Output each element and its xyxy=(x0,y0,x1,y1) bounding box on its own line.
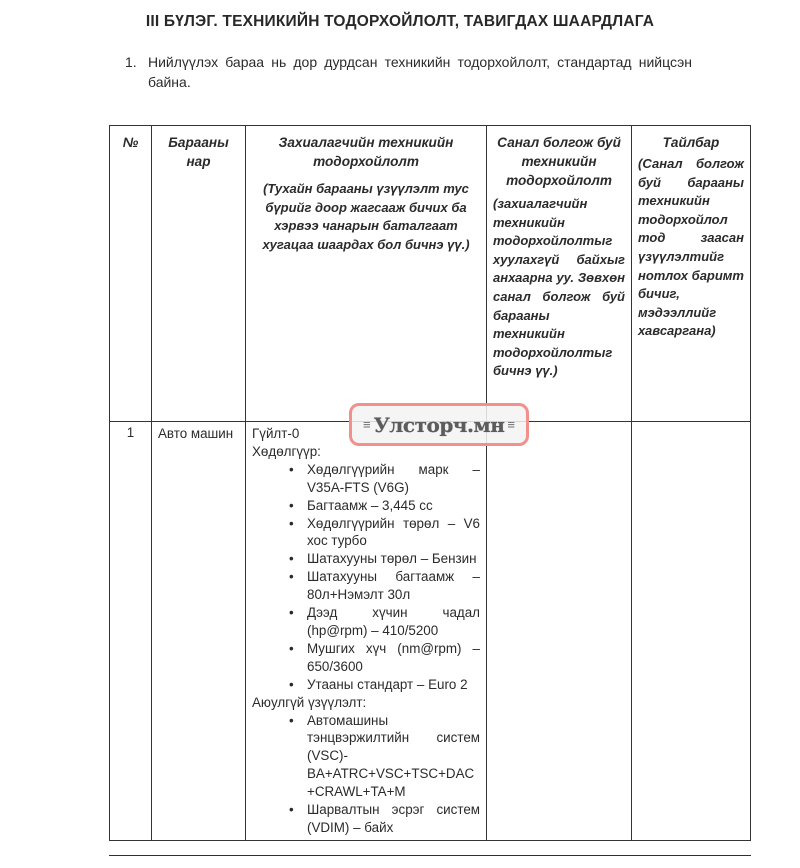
list-item-number: 1. xyxy=(125,54,137,70)
bullet-text: Багтаамж – 3,445 cc xyxy=(307,497,433,513)
watermark-left-wing-icon: ≡ xyxy=(362,417,371,432)
bullet-text: Утааны стандарт – Euro 2 xyxy=(307,676,468,692)
safety-section-label: Аюулгүй үзүүлэлт: xyxy=(252,694,367,710)
bullet-item xyxy=(289,497,480,515)
bullet-dot-icon: • xyxy=(289,515,294,531)
bullet-item xyxy=(289,461,480,497)
bullet-item xyxy=(289,604,480,640)
bullet-item xyxy=(289,712,480,802)
bullet-text: Шатахууны төрөл – Бензин xyxy=(307,551,477,567)
header-remarks xyxy=(632,126,751,422)
item-name-cell: Авто машин xyxy=(152,422,246,841)
row-number-cell: 1 xyxy=(110,422,152,841)
bullet-dot-icon: • xyxy=(289,640,294,656)
bullet-item xyxy=(289,515,480,551)
bullet-text: Хөдөлгүүрийн төрөл – V6 хос турбо xyxy=(307,515,480,549)
remarks-cell xyxy=(632,422,751,841)
watermark-stamp xyxy=(349,403,529,446)
header-client-spec-label: Захиалагчийн техникийн тодорхойлолт xyxy=(278,135,454,169)
safety-bullet-list xyxy=(252,712,480,837)
client-spec-cell xyxy=(246,422,487,841)
header-client-spec-note: (Тухайн барааны үзүүлэлт тус бүрийг доор жагсааж бичих ба хэрвээ чанарын баталгаат хугацаа шаардах бол бичнэ үү.) xyxy=(262,181,470,252)
header-proposed-spec-note: (захиалагчийн техникийн тодорхойлолтыг хуулахгүй байхыг анхаарна уу. Зөвхөн санал болгож буй барааны техникийн тодорхойлолтыг бичнэ үү.) xyxy=(493,196,625,379)
bullet-item xyxy=(289,568,480,604)
bullet-dot-icon: • xyxy=(289,802,294,818)
bullet-item xyxy=(289,640,480,676)
page-title: III БҮЛЭГ. ТЕХНИКИЙН ТОДОРХОЙЛОЛТ, ТАВИГДАХ ШААРДЛАГА xyxy=(145,13,655,30)
bullet-dot-icon: • xyxy=(289,569,294,585)
table-row xyxy=(110,422,751,841)
numbered-paragraph xyxy=(125,53,692,92)
proposed-spec-cell xyxy=(487,422,632,841)
header-no-label: № xyxy=(122,135,139,150)
spec-table-container xyxy=(109,125,751,856)
list-item-text: Нийлүүлэх бараа нь дор дурдсан техникийн тодорхойлолт, стандартад нийцсэн байна. xyxy=(148,54,692,90)
header-remarks-note: (Санал болгож буй барааны техникийн тодорхойлол тод заасан үзүүлэлтийг нотлох баримт бичиг, мэдээллийг хавсаргана) xyxy=(638,156,744,339)
bullet-text: Мушгих хүч (nm@rpm) – 650/3600 xyxy=(307,640,480,674)
header-item-name xyxy=(152,126,246,422)
engine-bullet-list xyxy=(252,461,480,694)
spec-line: Гүйлт-0 xyxy=(252,426,300,441)
bullet-dot-icon: • xyxy=(289,461,294,477)
bullet-dot-icon: • xyxy=(289,605,294,621)
watermark-right-wing-icon: ≡ xyxy=(507,417,516,432)
bullet-text: Шарвалтын эсрэг систем (VDIM) – байх xyxy=(307,802,480,835)
header-proposed-spec-label: Санал болгож буй техникийн тодорхойлолт xyxy=(497,135,621,188)
header-item-name-label: Барааны нар xyxy=(168,135,229,169)
bullet-dot-icon: • xyxy=(289,676,294,692)
bullet-text: Дээд хүчин чадал (hp@rpm) – 410/5200 xyxy=(307,605,480,638)
bullet-item xyxy=(289,550,480,568)
bullet-dot-icon: • xyxy=(289,497,294,513)
watermark-text: Улсторч.мн xyxy=(373,412,505,437)
table-header-row xyxy=(110,126,751,422)
header-proposed-spec xyxy=(487,126,632,422)
bullet-dot-icon: • xyxy=(289,551,294,567)
header-remarks-label: Тайлбар xyxy=(662,135,720,150)
spec-line: Хөдөлгүүр: xyxy=(252,443,321,459)
header-client-spec xyxy=(246,126,487,422)
header-no xyxy=(110,126,152,422)
bullet-text: Хөдөлгүүрийн марк – V35A-FTS (V6G) xyxy=(307,461,480,495)
bullet-text: Автомашины тэнцвэржилтийн систем (VSC)- BA+ATRC+VSC+TSC+DAC+CRAWL+TA+M xyxy=(307,712,480,800)
bullet-text: Шатахууны багтаамж – 80л+Нэмэлт 30л xyxy=(307,569,480,603)
bullet-dot-icon: • xyxy=(289,712,294,728)
bullet-item xyxy=(289,676,480,694)
bullet-item xyxy=(289,801,480,837)
spec-table xyxy=(109,125,751,841)
